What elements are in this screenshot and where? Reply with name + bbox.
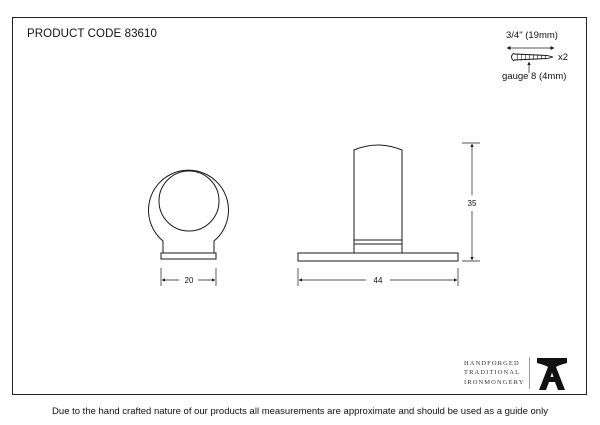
brand-line-3: IRONMONGERY <box>464 378 525 386</box>
brand-wordmark <box>464 359 525 387</box>
screw-spec <box>502 30 568 82</box>
product-code: PRODUCT CODE 83610 <box>27 28 158 40</box>
post-side-view <box>298 145 458 261</box>
brand-line-1: HANDFORGED <box>464 360 520 367</box>
height-dimension <box>462 143 480 261</box>
height-label: 35 <box>467 199 477 208</box>
base-width-label: 44 <box>373 276 383 285</box>
brand-line-2: TRADITIONAL <box>464 369 521 377</box>
brand-divider <box>529 357 530 389</box>
brand-logo <box>456 353 578 395</box>
ring-width-label: 20 <box>184 276 194 285</box>
screw-quantity-label: x2 <box>558 52 569 63</box>
screw-icon <box>512 53 554 61</box>
ring-front-view <box>149 170 229 259</box>
base-width-dimension <box>298 268 458 286</box>
screw-length-label: 3/4" (19mm) <box>506 30 558 41</box>
disclaimer-text: Due to the hand crafted nature of our products all measurements are approximate and should be used as a guide only <box>52 406 548 417</box>
ring-width-dimension <box>161 268 216 286</box>
screw-gauge-label: gauge 8 (4mm) <box>502 71 567 82</box>
anvil-a-logo-icon <box>534 356 570 392</box>
